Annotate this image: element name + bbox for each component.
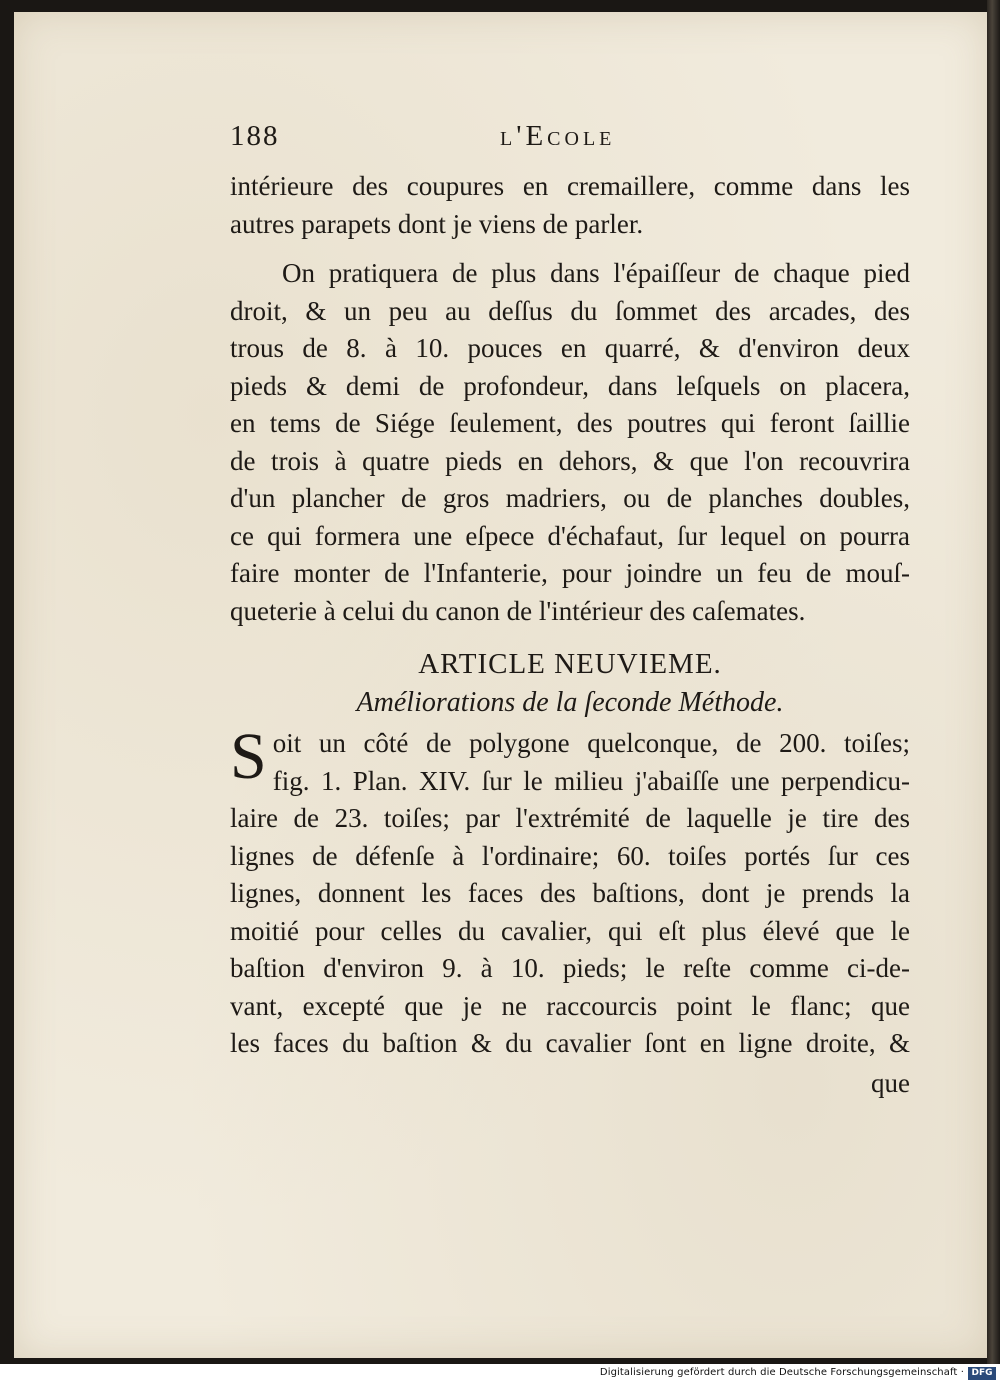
paragraph-continuation [230, 168, 910, 243]
text-line: pieds & demi de profondeur, dans leſquels on placera, [230, 370, 910, 401]
funding-credit: Digitalisierung gefördert durch die Deutsche Forschungsgemeinschaft · [599, 1367, 964, 1378]
text-line: en tems de Siége ſeulement, des poutres qui feront ſaillie [230, 408, 910, 438]
text-line: vant, excepté que je ne raccourcis point le flanc; que [230, 990, 910, 1021]
text-block [230, 120, 910, 1102]
text-line: intérieure des coupures en cremaillere, comme dans les [230, 171, 910, 201]
section-subheading: Améliorations de la ſeconde Méthode. [356, 687, 784, 718]
text-line: faire monter de l'Infanterie, pour joindre un feu de mouſ- [230, 558, 910, 588]
text-line: les faces du baſtion & du cavalier ſont en ligne droite, & [230, 1028, 910, 1058]
catchword: que [871, 1067, 910, 1098]
running-title: l'Ecole [500, 120, 616, 152]
text-line: lignes, donnent les faces des baſtions, dont je prends la [230, 878, 910, 908]
footer-bar [0, 1364, 1000, 1384]
paragraph-method [230, 720, 910, 1063]
text-line: droit, & un peu au deſſus du ſommet des arcades, des [230, 295, 910, 326]
section-heading: ARTICLE NEUVIEME. [418, 648, 722, 680]
text-line: autres parapets dont je viens de parler. [230, 208, 644, 239]
page-edge [987, 0, 1000, 1364]
text-line: On pratiquera de plus dans l'épaiſſeur de chaque pied [282, 258, 910, 288]
text-line: trous de 8. à 10. pouces en quarré, & d'environ deux [230, 333, 910, 363]
drop-cap: S [230, 720, 267, 793]
page-number: 188 [230, 120, 280, 152]
dfg-logo: DFG [968, 1367, 996, 1380]
text-line: d'un plancher de gros madriers, ou de planches doubles, [230, 483, 910, 513]
text-line: baſtion d'environ 9. à 10. pieds; le reſte comme ci-de- [230, 953, 910, 983]
text-line: ce qui formera une eſpece d'échafaut, ſur lequel on pourra [230, 520, 910, 551]
text-line: laire de 23. toiſes; par l'extrémité de laquelle je tire des [230, 803, 910, 833]
text-line: de trois à quatre pieds en dehors, & que l'on recouvrira [230, 445, 910, 476]
paragraph-casemates [230, 255, 910, 630]
running-head [230, 120, 910, 168]
text-line: queterie à celui du canon de l'intérieur des caſemates. [230, 595, 806, 626]
text-line: lignes de défenſe à l'ordinaire; 60. toiſes portés ſur ces [230, 840, 910, 871]
text-line: oit un côté de polygone quelconque, de 200. toiſes; [272, 728, 910, 758]
text-line: moitié pour celles du cavalier, qui eſt plus élevé que le [230, 915, 910, 946]
text-line: fig. 1. Plan. XIV. ſur le milieu j'abaiſſe une perpendicu- [272, 765, 910, 796]
